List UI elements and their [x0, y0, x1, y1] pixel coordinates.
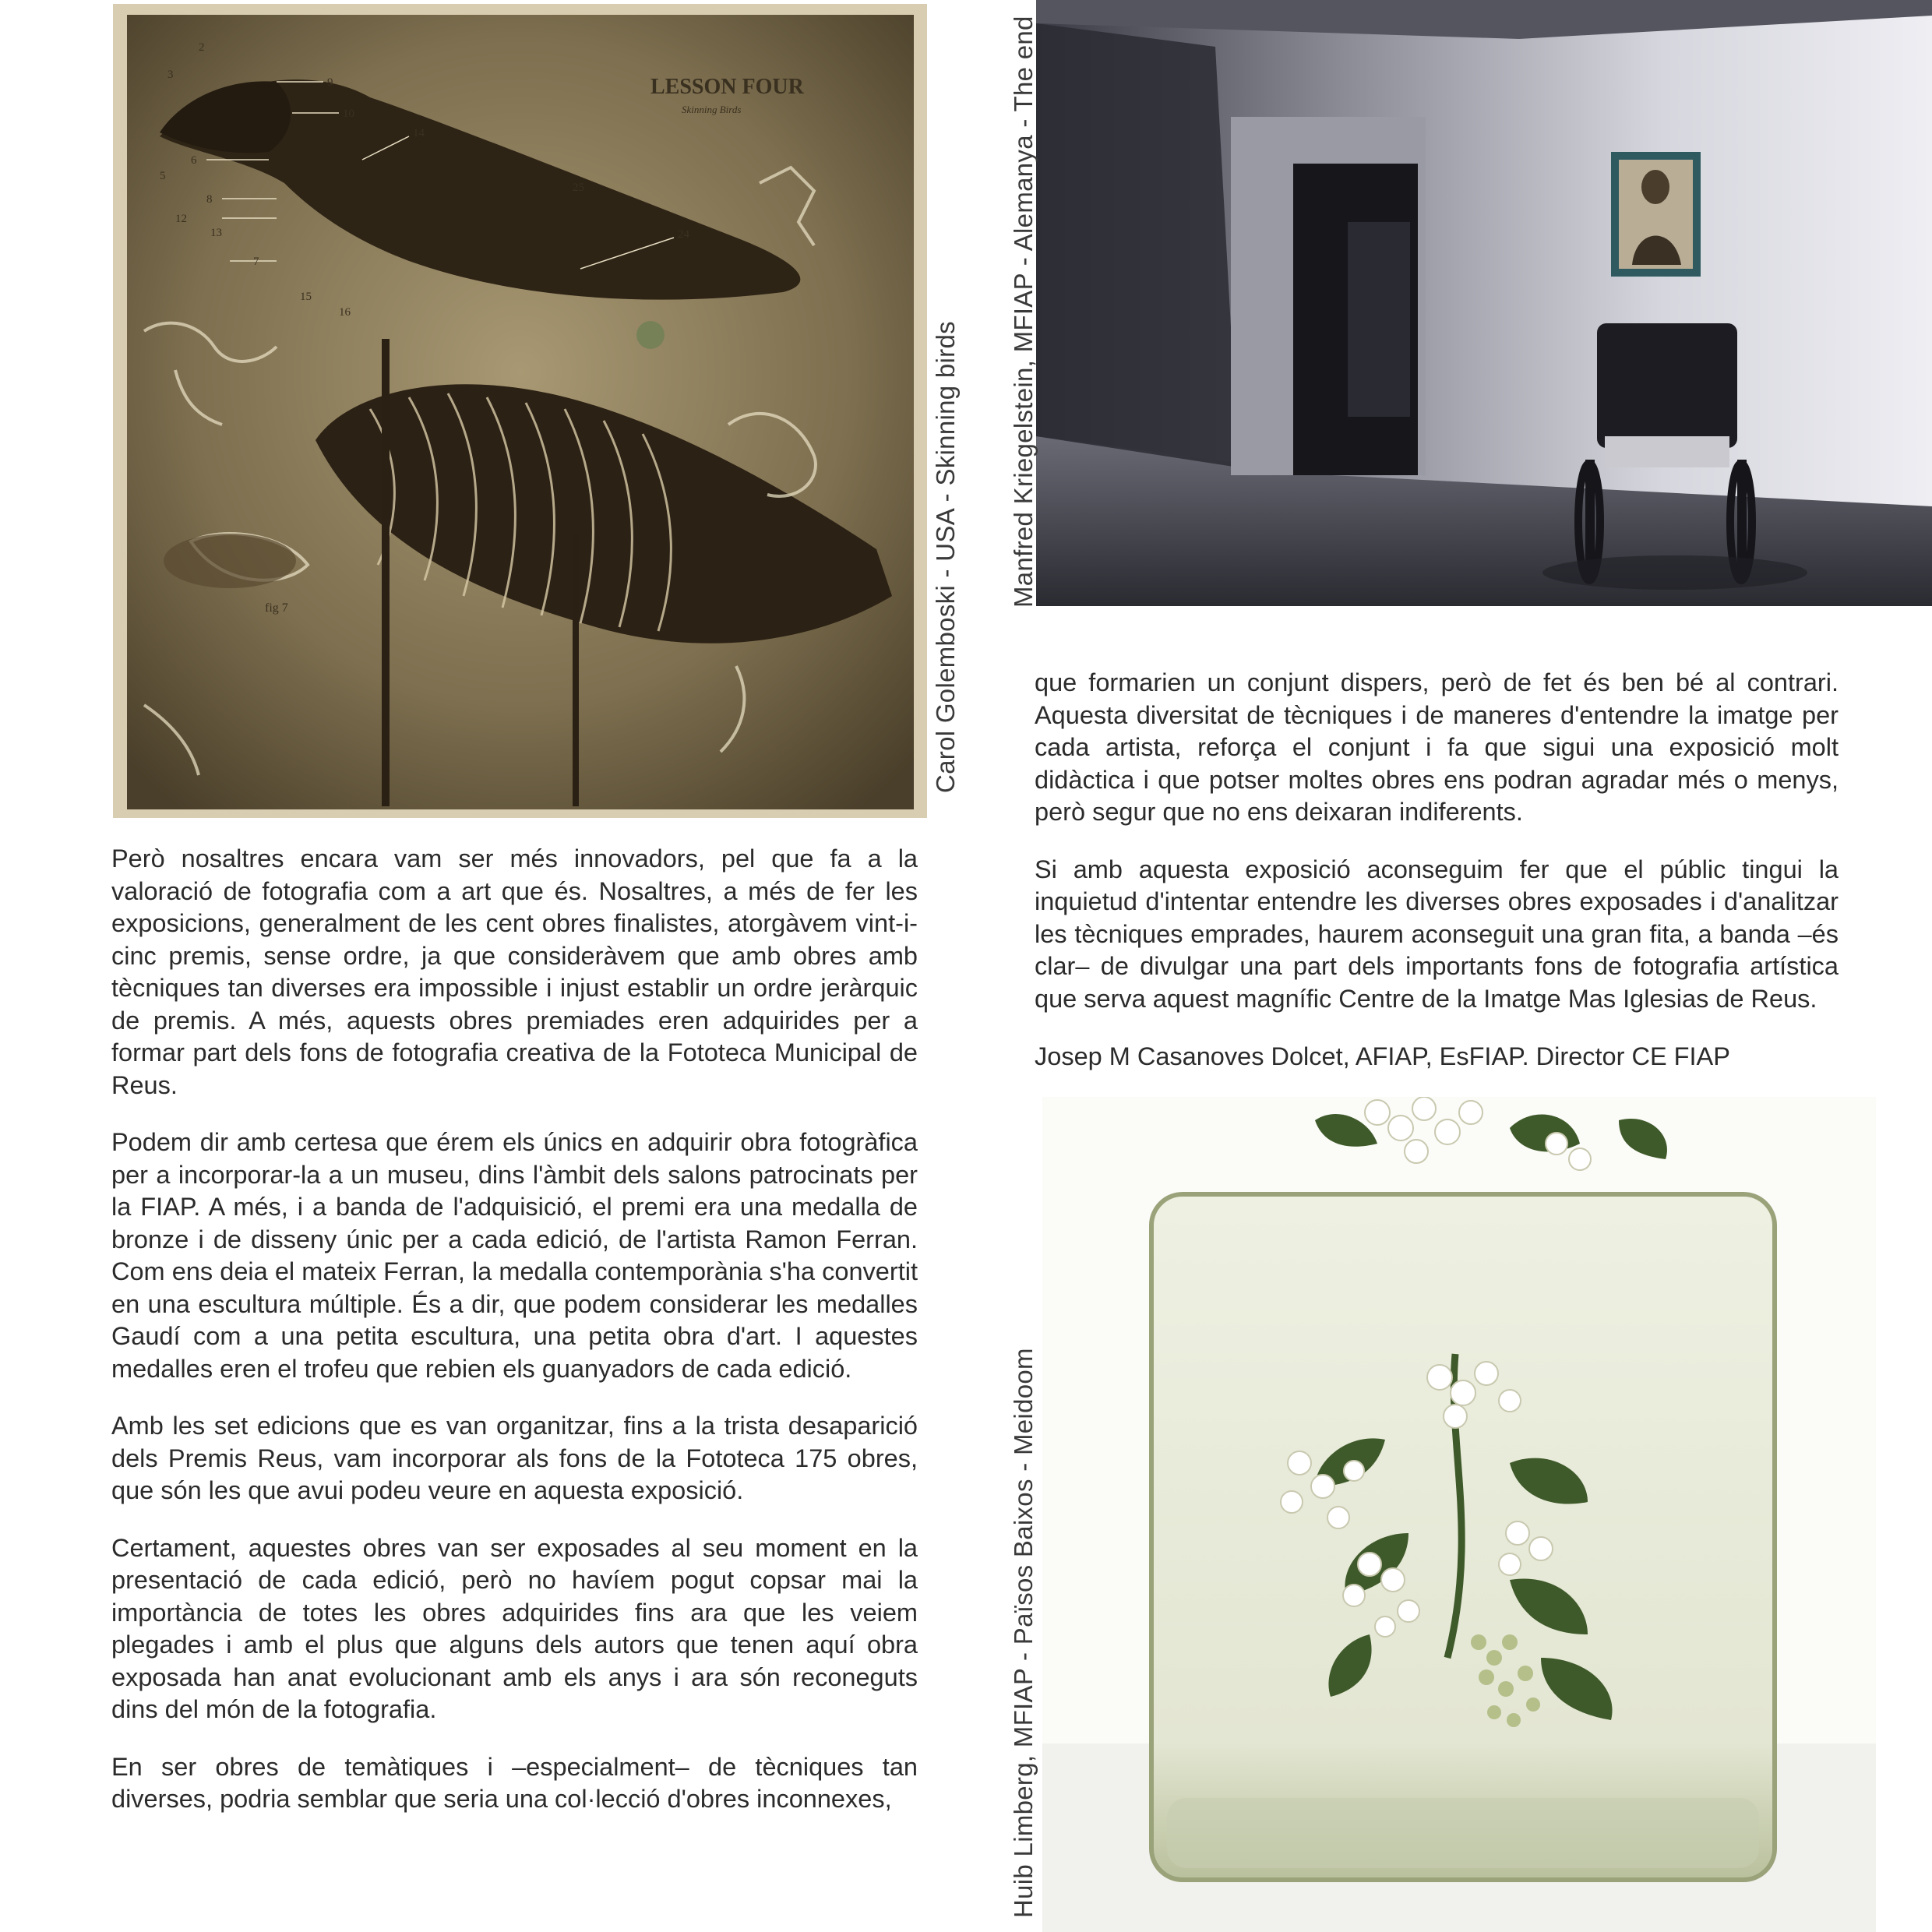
- photo-the-end: [1036, 0, 1932, 606]
- inset-number: 24: [678, 228, 689, 241]
- inset-number: 6: [191, 154, 197, 167]
- inset-number: 25: [573, 182, 584, 194]
- paragraph: Però nosaltres encara vam ser més innovadors, pel que fa a la valoració de fotografia com a art que és. Nosaltres, a més de fer les exposicions, generalment de les cent obres finalistes, atorgàvem vint-i-cinc premis, sense ordre, ja que consideràvem que amb obres amb tècniques tan diverses era impossible i injust establir un ordre jeràrquic de premis. A més, aquests obres premiades eren adquirides per a formar part dels fons de fotografia creativa de la Fototeca Municipal de Reus.: [111, 844, 918, 1099]
- caption-meidoom: Huib Limberg, MFIAP - Països Baixos - Meidoom: [1009, 1348, 1038, 1918]
- inset-number: 8: [206, 193, 213, 206]
- inset-label: fig 7: [265, 601, 288, 615]
- paragraph: Amb les set edicions que es van organitzar, fins a la trista desaparició dels Premis Reus, vam incorporar als fons de la Fototeca 175 obres, que són les que avui podeu veure en aquesta exposició.: [111, 1412, 918, 1504]
- left-column-text: [111, 843, 918, 1841]
- inset-number: 13: [210, 227, 222, 239]
- paragraph: que formarien un conjunt dispers, però de fet és ben bé al contrari. Aquesta diversitat de tècniques i de maneres d'entendre la imatge per cada artista, reforça el conjunt i fa que sigui una exposició molt didàctica i que potser moltes obres ens podran agradar més o menys, però segur que no ens deixaran indiferents.: [1035, 668, 1839, 826]
- inset-number: 7: [253, 256, 259, 268]
- paragraph: En ser obres de temàtiques i –especialment– de tècniques tan diverses, podria semblar que seria una col·lecció d'obres inconnexes,: [111, 1752, 918, 1813]
- caption-the-end: Manfred Kriegelstein, MFIAP - Alemanya - The end: [1009, 16, 1038, 608]
- caption-skinning-birds: Carol Golemboski - USA - Skinning birds: [931, 321, 960, 793]
- right-column-text: [1035, 667, 1839, 1040]
- inset-title: LESSON FOUR: [650, 75, 804, 99]
- inset-number: 10: [343, 108, 354, 120]
- inset-number: 15: [300, 291, 312, 303]
- inset-subtitle: Skinning Birds: [682, 104, 742, 115]
- inset-number: 5: [160, 170, 166, 182]
- inset-number: 14: [413, 127, 425, 139]
- photo-meidoom: [1042, 1097, 1876, 1932]
- inset-number: 16: [339, 306, 351, 319]
- inset-number: 2: [199, 41, 205, 54]
- photo-skinning-birds: [113, 4, 927, 818]
- inset-number: 3: [167, 69, 174, 81]
- inset-number: 9: [327, 76, 333, 89]
- paragraph: Si amb aquesta exposició aconseguim fer que el públic tingui la inquietud d'intentar entendre les diverses obres exposades i d'analitzar les tècniques emprades, haurem aconseguit una gran fita, a banda –és clar– de divulgar una part dels importants fons de fotografia artística que serva aquest magnífic Centre de la Imatge Mas Iglesias de Reus.: [1035, 855, 1839, 1013]
- paragraph: Certament, aquestes obres van ser exposades al seu moment en la presentació de cada edició, però no havíem pogut copsar mai la importància de totes les obres adquirides fins ara que les veiem plegades i amb el plus que alguns dels autors que tenen aquí obra exposada han anat evolucionant amb els anys i ara són reconeguts dins del món de la fotografia.: [111, 1533, 918, 1723]
- inset-number: 12: [175, 213, 187, 225]
- signature: Josep M Casanoves Dolcet, AFIAP, EsFIAP. Director CE FIAP: [1035, 1042, 1730, 1070]
- paragraph: Podem dir amb certesa que érem els únics en adquirir obra fotogràfica per a incorporar-la a un museu, dins l'àmbit dels salons patrocinats per la FIAP. A més, i a banda de l'adquisició, el premi era una medalla de bronze i de disseny únic per a cada edició, de l'artista Ramon Ferran. Com ens deia el mateix Ferran, la medalla contemporània s'ha convertit en una escultura múltiple. És a dir, que podem considerar les medalles Gaudí com a una petita escultura, una petita obra d'art. I aquestes medalles eren el trofeu que rebien els guanyadors de cada edició.: [111, 1128, 918, 1383]
